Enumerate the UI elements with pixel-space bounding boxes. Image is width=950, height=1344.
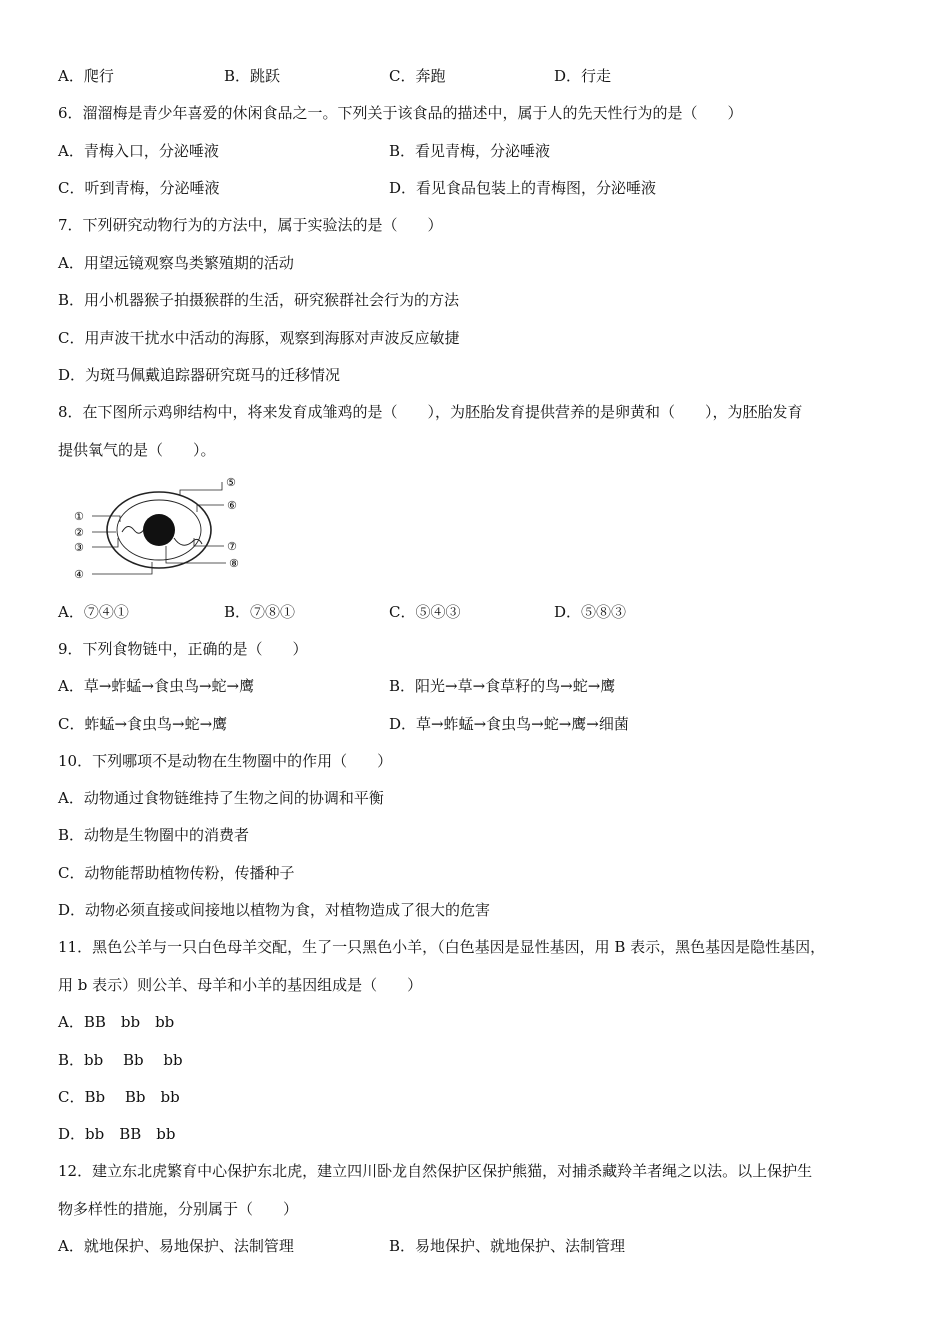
q7-stem: 7．下列研究动物行为的方法中，属于实验法的是（ ） [58, 216, 443, 234]
q8-option-d: D．⑤⑧③ [554, 603, 627, 621]
q7-option-b: B．用小机器猴子拍摄猴群的生活，研究猴群社会行为的方法 [58, 291, 460, 309]
q12-option-a: A．就地保护、易地保护、法制管理 [58, 1237, 294, 1255]
q11-option-b: B．bb Bb bb [58, 1051, 183, 1069]
q6-option-d: D．看见食品包装上的青梅图，分泌唾液 [389, 179, 657, 197]
q7-option-c: C．用声波干扰水中活动的海豚，观察到海豚对声波反应敏捷 [58, 329, 460, 347]
egg-structure-diagram [62, 472, 262, 587]
q6-option-c: C．听到青梅，分泌唾液 [58, 179, 220, 197]
q11-option-d: D．bb BB bb [58, 1125, 176, 1143]
q6-stem: 6．溜溜梅是青少年喜爱的休闲食品之一。下列关于该食品的描述中，属于人的先天性行为的是（ ） [58, 104, 743, 122]
q6-option-b: B．看见青梅，分泌唾液 [389, 142, 551, 160]
q10-option-b: B．动物是生物圈中的消费者 [58, 826, 250, 844]
egg-yolk [143, 514, 175, 546]
diagram-label-1: ① [74, 510, 84, 523]
q5-option-c: C．奔跑 [389, 67, 446, 85]
q8-option-c: C．⑤④③ [389, 603, 461, 621]
q8-option-a: A．⑦④① [58, 603, 129, 621]
q12-stem-line2: 物多样性的措施，分别属于（ ） [58, 1200, 299, 1218]
q11-option-c: C．Bb Bb bb [58, 1088, 180, 1106]
q10-option-d: D．动物必须直接或间接地以植物为食，对植物造成了很大的危害 [58, 901, 491, 919]
diagram-label-6: ⑥ [227, 499, 237, 512]
q9-option-d: D．草→蚱蜢→食虫鸟→蛇→鹰→细菌 [389, 715, 629, 733]
q9-option-c: C．蚱蜢→食虫鸟→蛇→鹰 [58, 715, 228, 733]
q10-stem: 10．下列哪项不是动物在生物圈中的作用（ ） [58, 752, 393, 770]
q6-option-a: A．青梅入口，分泌唾液 [58, 142, 219, 160]
q7-option-a: A．用望远镜观察鸟类繁殖期的活动 [58, 254, 294, 272]
diagram-label-5: ⑤ [226, 476, 236, 489]
q9-option-a: A．草→蚱蜢→食虫鸟→蛇→鹰 [58, 677, 255, 695]
q12-option-b: B．易地保护、就地保护、法制管理 [389, 1237, 626, 1255]
q5-option-d: D．行走 [554, 67, 612, 85]
diagram-label-3: ③ [74, 541, 84, 554]
diagram-label-7: ⑦ [227, 540, 237, 553]
q9-option-b: B．阳光→草→食草籽的鸟→蛇→鹰 [389, 677, 616, 695]
q11-stem-line2: 用 b 表示）则公羊、母羊和小羊的基因组成是（ ） [58, 976, 423, 994]
q12-stem-line1: 12．建立东北虎繁育中心保护东北虎，建立四川卧龙自然保护区保护熊猫，对捕杀藏羚羊者绳之以法。以上保护生 [58, 1162, 813, 1180]
q7-option-d: D．为斑马佩戴追踪器研究斑马的迁移情况 [58, 366, 341, 384]
q10-option-c: C．动物能帮助植物传粉，传播种子 [58, 864, 295, 882]
q5-option-a: A．爬行 [58, 67, 114, 85]
diagram-label-2: ② [74, 526, 84, 539]
q8-stem-line2: 提供氧气的是（ ）。 [58, 441, 216, 459]
q5-option-b: B．跳跃 [224, 67, 281, 85]
q8-option-b: B．⑦⑧① [224, 603, 296, 621]
diagram-label-4: ④ [74, 568, 84, 581]
q8-stem-line1: 8．在下图所示鸡卵结构中，将来发育成雏鸡的是（ ），为胚胎发育提供营养的是卵黄和（ ），为胚胎发育 [58, 403, 803, 421]
q11-stem-line1: 11．黑色公羊与一只白色母羊交配，生了一只黑色小羊，（白色基因是显性基因，用 B 表示，黑色基因是隐性基因， [58, 938, 826, 956]
q10-option-a: A．动物通过食物链维持了生物之间的协调和平衡 [58, 789, 384, 807]
q9-stem: 9．下列食物链中，正确的是（ ） [58, 640, 308, 658]
q11-option-a: A．BB bb bb [58, 1013, 175, 1031]
diagram-label-8: ⑧ [229, 557, 239, 570]
